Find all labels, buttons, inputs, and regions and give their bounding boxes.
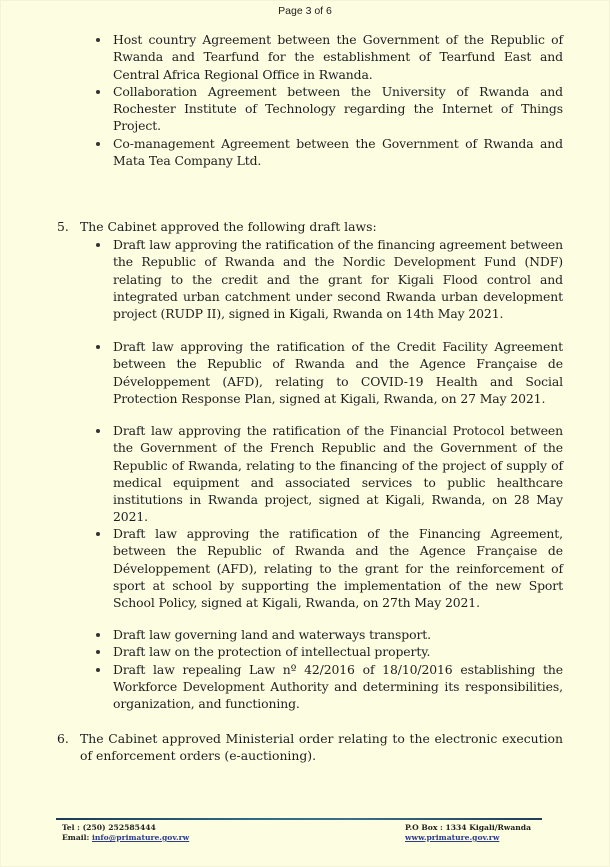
bullet-icon bbox=[96, 90, 100, 94]
footer-email-label: Email: bbox=[62, 833, 92, 842]
list-item-text: Draft law repealing Law nº 42/2016 of 18/10/2016 establishing the Workforce Development Authority and determining its responsibilities, organization, and functioning. bbox=[113, 661, 563, 712]
list-item-text: Draft law approving the ratification of the financing agreement between the Republic of Rwanda and the Nordic Development Fund (NDF) relating to the credit and the grant for Kigali Flood control and integrated urban catchment under second Rwanda urban development project (RUDP II), signed in Kigali, Rwanda on 14th May 2021. bbox=[113, 237, 563, 322]
section-5 bbox=[0, 218, 610, 235]
footer-divider bbox=[56, 818, 542, 820]
section-title: The Cabinet approved the following draft laws: bbox=[80, 219, 377, 234]
list-item-text: Draft law approving the ratification of the Credit Facility Agreement between the Republic of Rwanda and the Agence Française de Développement (AFD), relating to COVID-19 Health and Social Protection Response Plan, signed at Kigali, Rwanda, on 27 May 2021. bbox=[113, 339, 563, 406]
list-item bbox=[0, 236, 610, 322]
list-item-text: Collaboration Agreement between the University of Rwanda and Rochester Institute of Technology regarding the Internet of Things Project. bbox=[113, 83, 563, 134]
bullet-icon bbox=[96, 650, 100, 654]
list-item-text: Host country Agreement between the Government of the Republic of Rwanda and Tearfund for the establishment of Tearfund East and Central Africa Regional Office in Rwanda. bbox=[113, 32, 563, 82]
bullet-icon bbox=[96, 345, 100, 349]
list-item-text: Draft law approving the ratification of the Financing Agreement, between the Republic of Rwanda and the Agence Française de Développement (AFD), relating to the grant for the reinforcement of sport at school by supporting the implementation of the new Sport School Policy, signed at Kigali, Rwanda, on 27th May 2021. bbox=[113, 526, 563, 611]
bullet-icon bbox=[96, 142, 100, 146]
section-5-heading bbox=[0, 218, 610, 235]
list-item bbox=[0, 135, 610, 170]
section-5-bullet-1 bbox=[0, 236, 610, 322]
list-item-text: Draft law governing land and waterways transport. bbox=[113, 627, 432, 642]
list-item-text: Draft law approving the ratification of the Financial Protocol between the Government of the French Republic and the Government of the Republic of Rwanda, relating to the financing of the project of supply of medical equipment and associated services to public healthcare institutions in Rwanda project, signed at Kigali, Rwanda, on 28 May 2021. bbox=[113, 423, 563, 525]
list-item-text: Co-management Agreement between the Government of Rwanda and Mata Tea Company Ltd. bbox=[113, 135, 563, 169]
section-5-bullet-4 bbox=[0, 525, 610, 611]
list-item bbox=[0, 338, 610, 407]
footer-contact bbox=[62, 823, 189, 843]
footer-tel: Tel : (250) 252585444 bbox=[62, 823, 156, 832]
bullet-icon bbox=[96, 243, 100, 247]
bullet-icon bbox=[96, 668, 100, 672]
list-item bbox=[0, 525, 610, 611]
bullet-icon bbox=[96, 429, 100, 433]
intro-bullet-list bbox=[0, 31, 610, 169]
section-5-bullet-3 bbox=[0, 422, 610, 526]
section-text: The Cabinet approved Ministerial order relating to the electronic execution of enforcement orders (e-auctioning). bbox=[80, 731, 563, 764]
list-item bbox=[0, 626, 610, 643]
section-6-item bbox=[0, 730, 610, 765]
footer-email-line bbox=[62, 833, 189, 843]
section-number: 6. bbox=[57, 731, 69, 746]
bullet-icon bbox=[96, 532, 100, 536]
list-item-text: Draft law on the protection of intellectual property. bbox=[113, 644, 431, 660]
list-item bbox=[0, 422, 610, 526]
footer-website-link[interactable]: www.primature.gov.rw bbox=[405, 833, 500, 842]
page-number: Page 3 of 6 bbox=[278, 5, 332, 17]
bullet-icon bbox=[96, 633, 100, 637]
section-5-bullet-2 bbox=[0, 338, 610, 407]
bullet-icon bbox=[96, 38, 100, 42]
list-item bbox=[0, 661, 610, 713]
footer-po-box: P.O Box : 1334 Kigali/Rwanda bbox=[405, 823, 532, 832]
section-6 bbox=[0, 730, 610, 765]
list-item bbox=[0, 31, 610, 83]
section-5-bullet-list-short bbox=[0, 626, 610, 712]
footer-address bbox=[405, 823, 531, 843]
list-item bbox=[0, 83, 610, 135]
list-item bbox=[0, 643, 610, 660]
section-number: 5. bbox=[57, 219, 69, 234]
footer-email-link[interactable]: info@primature.gov.rw bbox=[91, 833, 190, 842]
